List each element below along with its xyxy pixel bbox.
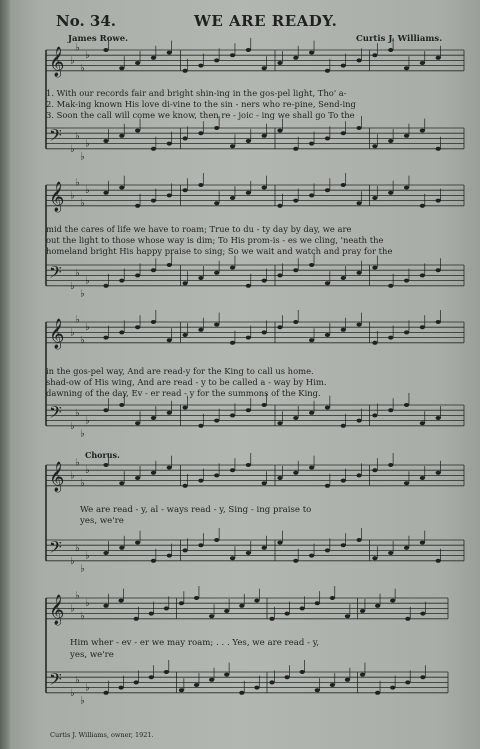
- notehead: [315, 688, 320, 692]
- notehead: [164, 670, 169, 674]
- notehead: [390, 686, 395, 690]
- flat-icon: ♭: [80, 288, 85, 300]
- bass-clef-icon: 𝄢: [49, 402, 62, 426]
- notehead: [375, 691, 380, 695]
- notehead: [149, 675, 154, 679]
- notehead: [300, 670, 305, 674]
- notehead: [118, 599, 123, 603]
- notehead: [118, 686, 123, 690]
- notehead: [254, 686, 259, 690]
- notehead: [269, 617, 274, 621]
- notehead: [284, 612, 289, 616]
- flat-icon: ♭: [75, 42, 80, 54]
- notehead: [284, 675, 289, 679]
- flat-icon: ♭: [80, 428, 85, 440]
- flat-icon: ♭: [85, 275, 90, 287]
- notehead: [405, 617, 410, 621]
- flat-icon: ♭: [75, 542, 80, 554]
- flat-icon: ♭: [85, 682, 90, 694]
- flat-icon: ♭: [85, 465, 90, 477]
- bass-clef-icon: 𝄢: [49, 125, 62, 149]
- notehead: [405, 680, 410, 684]
- notehead: [360, 673, 365, 677]
- flat-icon: ♭: [80, 695, 85, 707]
- notehead: [330, 596, 335, 600]
- notehead: [360, 609, 365, 613]
- lyric-line-system2-verse3: homeland bright His happy praise to sing; So we wait and watch and pray for the: [46, 246, 393, 256]
- flat-icon: ♭: [80, 198, 85, 210]
- treble-clef-icon: 𝄞: [49, 595, 65, 625]
- flat-icon: ♭: [70, 603, 75, 615]
- notehead: [375, 604, 380, 608]
- flat-icon: ♭: [85, 185, 90, 197]
- notehead: [134, 680, 139, 684]
- notehead: [179, 601, 184, 605]
- flat-icon: ♭: [70, 555, 75, 567]
- notehead: [164, 606, 169, 610]
- flat-icon: ♭: [85, 550, 90, 562]
- flat-icon: ♭: [75, 267, 80, 279]
- notehead: [194, 683, 199, 687]
- bass-clef-icon: 𝄢: [49, 537, 62, 561]
- notehead: [179, 688, 184, 692]
- notehead: [224, 673, 229, 677]
- lyric-line-chorus1-echo: yes, we're: [80, 516, 124, 526]
- flat-icon: ♭: [70, 280, 75, 292]
- treble-clef-icon: 𝄞: [49, 319, 65, 349]
- flat-icon: ♭: [75, 314, 80, 326]
- flat-icon: ♭: [80, 63, 85, 75]
- notehead: [209, 678, 214, 682]
- hymn-number: No. 34.: [56, 12, 116, 30]
- flat-icon: ♭: [75, 130, 80, 142]
- flat-icon: ♭: [75, 590, 80, 602]
- flat-icon: ♭: [80, 478, 85, 490]
- notehead: [103, 691, 108, 695]
- flat-icon: ♭: [75, 407, 80, 419]
- flat-icon: ♭: [75, 674, 80, 686]
- lyric-line-system3-verse1: in the gos-pel way, And are read-y for the King to call us home.: [46, 366, 314, 376]
- notehead: [345, 614, 350, 618]
- lyric-line-system2-verse1: mid the cares of life we have to roam; True to du - ty day by day, we are: [46, 224, 352, 234]
- chorus-label: Chorus.: [85, 450, 120, 460]
- flat-icon: ♭: [70, 687, 75, 699]
- treble-clef-icon: 𝄞: [49, 462, 65, 492]
- notehead: [269, 680, 274, 684]
- flat-icon: ♭: [70, 55, 75, 67]
- notehead: [103, 604, 108, 608]
- notehead: [224, 609, 229, 613]
- notehead: [239, 604, 244, 608]
- notehead: [300, 606, 305, 610]
- notehead: [420, 612, 425, 616]
- notehead: [315, 601, 320, 605]
- flat-icon: ♭: [85, 598, 90, 610]
- lyric-line-system1-verse2: 2. Mak-ing known His love di-vine to the sin - ners who re-pine, Send-ing: [46, 99, 356, 109]
- flat-icon: ♭: [80, 611, 85, 623]
- lyric-line-system3-verse2: shad-ow of His wing, And are read - y to be called a - way by Him.: [46, 377, 327, 387]
- notehead: [149, 612, 154, 616]
- flat-icon: ♭: [85, 50, 90, 62]
- author-credit: James Rowe.: [68, 34, 129, 44]
- notehead: [390, 599, 395, 603]
- lyric-line-chorus2-echo: yes, we're: [70, 650, 114, 660]
- bass-clef-icon: 𝄢: [49, 669, 62, 693]
- notehead: [420, 675, 425, 679]
- notehead: [239, 691, 244, 695]
- flat-icon: ♭: [80, 151, 85, 163]
- notehead: [134, 617, 139, 621]
- lyric-line-system1-verse3: 3. Soon the call will come we know, then re - joic - ing we shall go To the: [46, 110, 355, 120]
- notehead: [345, 678, 350, 682]
- lyric-line-chorus2: Him wher - ev - er we may roam; . . . Yes, we are read - y,: [70, 638, 320, 648]
- flat-icon: ♭: [75, 177, 80, 189]
- hymn-title: WE ARE READY.: [194, 12, 338, 30]
- flat-icon: ♭: [70, 190, 75, 202]
- flat-icon: ♭: [70, 143, 75, 155]
- composer-credit: Curtis J. Williams.: [356, 34, 443, 44]
- flat-icon: ♭: [80, 563, 85, 575]
- copyright-footer: Curtis J. Williams, owner, 1921.: [50, 731, 154, 739]
- lyric-line-system3-verse3: dawning of the day, Ev - er read - y for the summons of the King.: [46, 388, 321, 398]
- notehead: [194, 596, 199, 600]
- flat-icon: ♭: [70, 420, 75, 432]
- flat-icon: ♭: [70, 470, 75, 482]
- flat-icon: ♭: [85, 322, 90, 334]
- lyric-line-system2-verse2: out the light to those whose way is dim; To His prom-is - es we cling, 'neath the: [46, 235, 384, 245]
- flat-icon: ♭: [85, 415, 90, 427]
- notehead: [254, 599, 259, 603]
- notehead: [209, 614, 214, 618]
- flat-icon: ♭: [70, 327, 75, 339]
- notehead: [330, 683, 335, 687]
- treble-clef-icon: 𝄞: [49, 182, 65, 212]
- flat-icon: ♭: [85, 138, 90, 150]
- flat-icon: ♭: [80, 335, 85, 347]
- treble-clef-icon: 𝄞: [49, 47, 65, 77]
- lyric-line-chorus1: We are read - y, al - ways read - y, Sing - ing praise to: [80, 505, 312, 515]
- lyric-line-system1-verse1: 1. With our records fair and bright shin-ing in the gos-pel light, Tho' a-: [46, 88, 347, 98]
- flat-icon: ♭: [75, 457, 80, 469]
- bass-clef-icon: 𝄢: [49, 262, 62, 286]
